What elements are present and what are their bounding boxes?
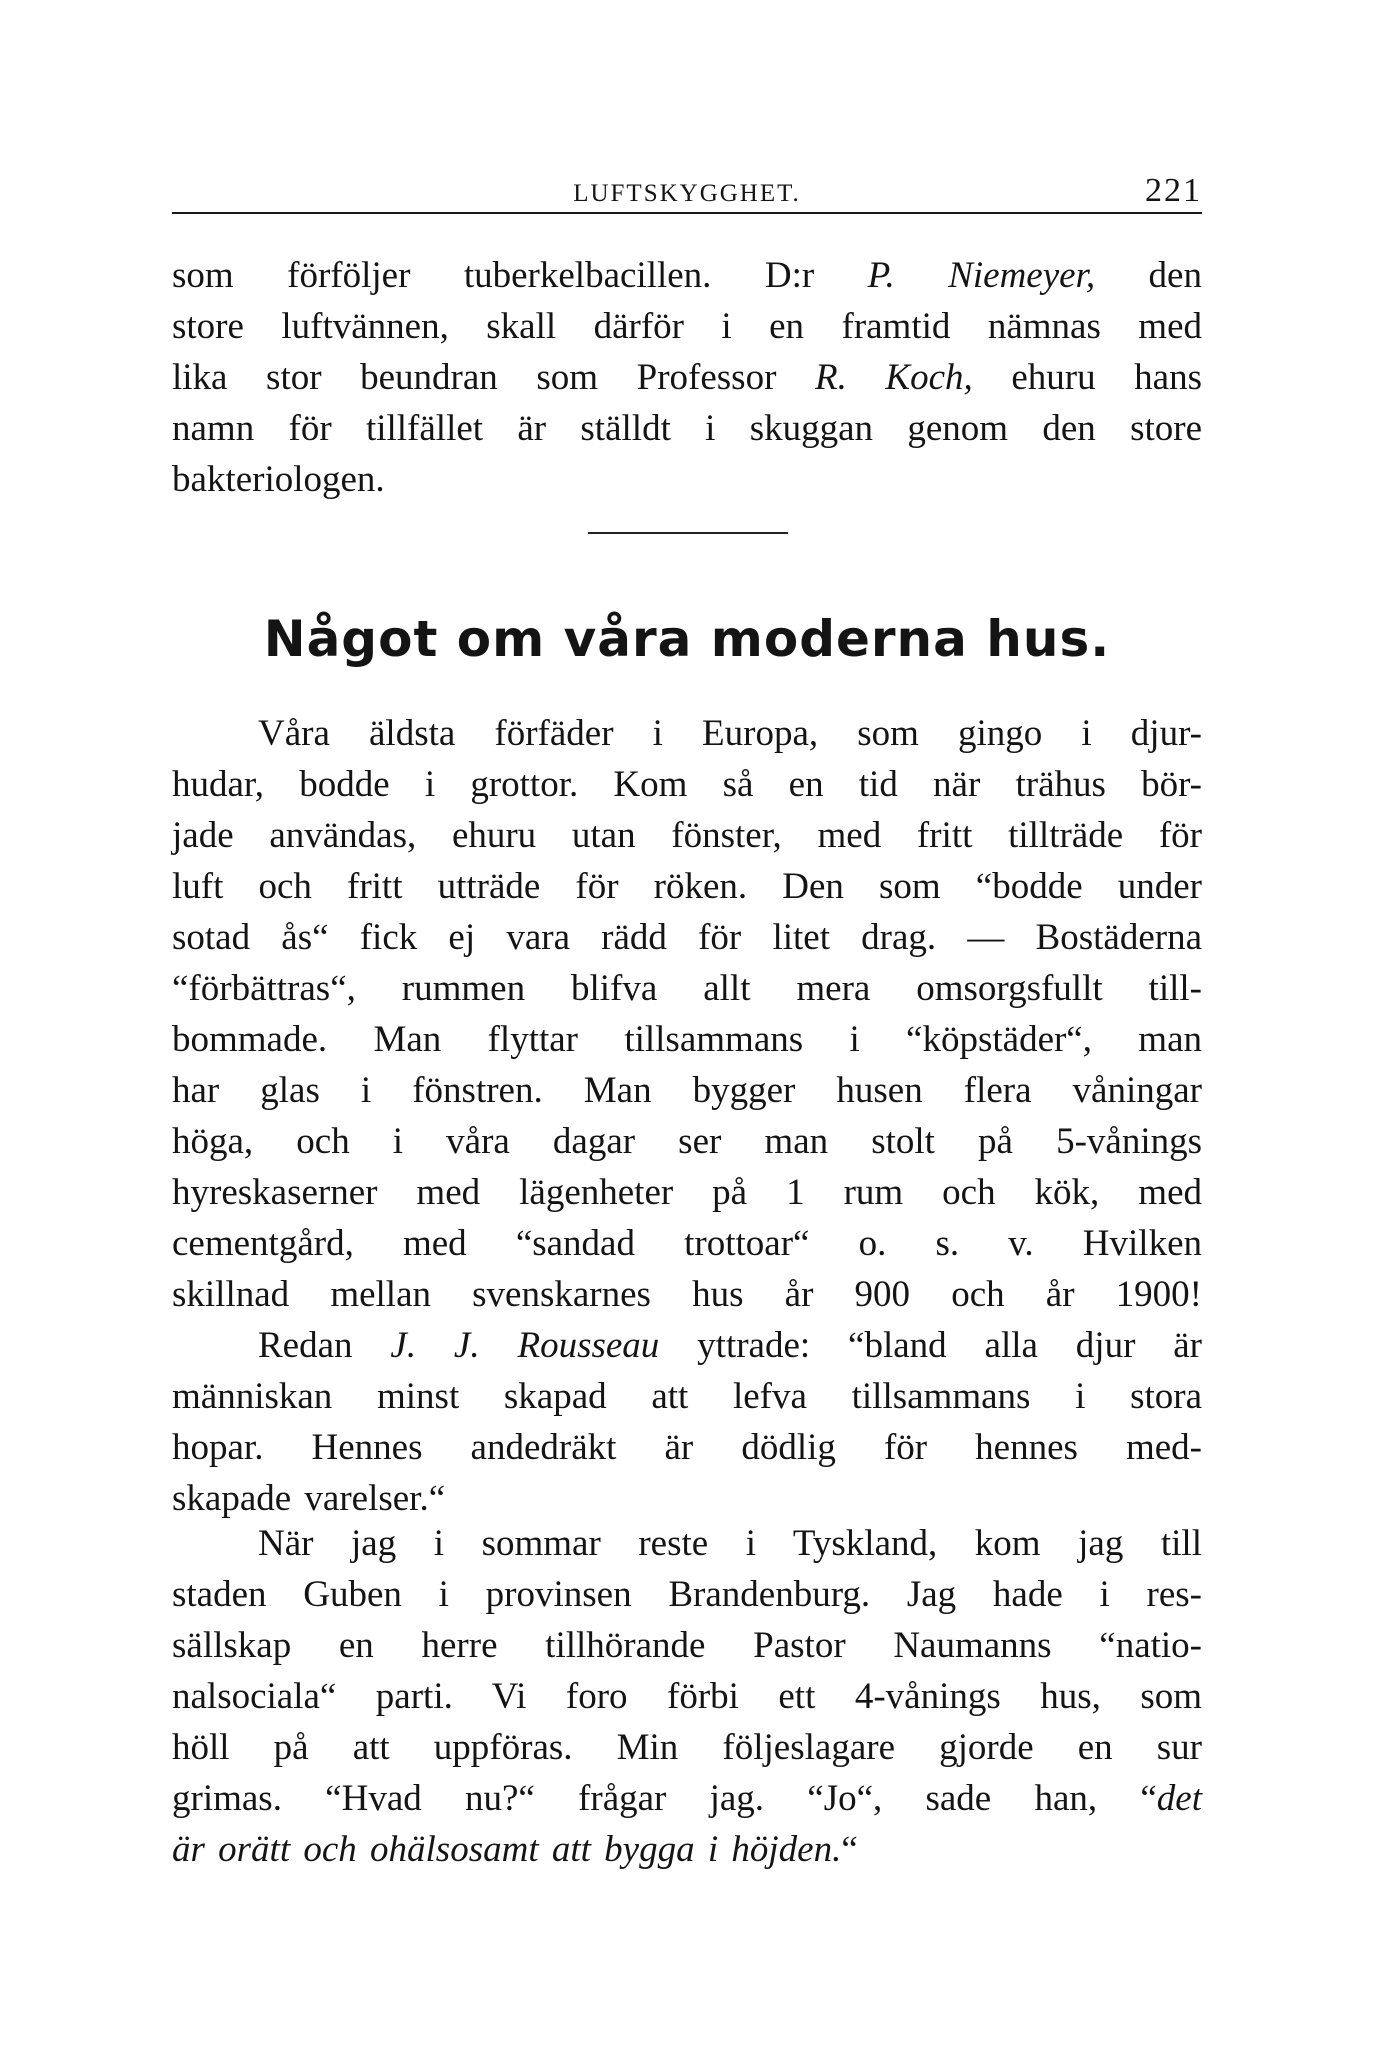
text-line: Redan J. J. Rousseau yttrade: “bland alla djur är bbox=[258, 1325, 1202, 1366]
text-line: sällskap en herre tillhörande Pastor Naumanns “natio- bbox=[172, 1625, 1202, 1666]
section-divider bbox=[588, 532, 788, 534]
text-line: skillnad mellan svenskarnes hus år 900 och år 1900! bbox=[172, 1274, 1202, 1315]
text-line: bakteriologen. bbox=[172, 459, 385, 500]
text-line: är orätt och ohälsosamt att bygga i höjden.“ bbox=[172, 1829, 858, 1870]
text-line: När jag i sommar reste i Tyskland, kom jag till bbox=[258, 1523, 1202, 1564]
text-line: lika stor beundran som Professor R. Koch, ehuru hans bbox=[172, 357, 1202, 398]
text-line: jade användas, ehuru utan fönster, med fritt tillträde för bbox=[172, 815, 1202, 856]
text-line: hudar, bodde i grottor. Kom så en tid när trähus bör- bbox=[172, 764, 1202, 805]
text-line: hopar. Hennes andedräkt är dödlig för hennes med- bbox=[172, 1427, 1202, 1468]
text-line: människan minst skapad att lefva tillsammans i stora bbox=[172, 1376, 1202, 1417]
text-line: höga, och i våra dagar ser man stolt på 5-vånings bbox=[172, 1121, 1202, 1162]
person-name: P. Niemeyer, bbox=[867, 255, 1096, 296]
paragraph-2 bbox=[172, 708, 1202, 1524]
text-line: höll på att uppföras. Min följeslagare gjorde en sur bbox=[172, 1727, 1202, 1768]
text-line: bommade. Man flyttar tillsammans i “köpstäder“, man bbox=[172, 1019, 1202, 1060]
text-line: luft och fritt utträde för röken. Den som “bodde under bbox=[172, 866, 1202, 907]
paragraph-3 bbox=[172, 1518, 1202, 1875]
text-line: grimas. “Hvad nu?“ frågar jag. “Jo“, sade han, “det bbox=[172, 1778, 1202, 1819]
running-header bbox=[172, 172, 1202, 214]
text-line: cementgård, med “sandad trottoar“ o. s. v. Hvilken bbox=[172, 1223, 1202, 1264]
running-title: LUFTSKYGGHET. bbox=[573, 180, 801, 207]
person-name: J. J. Rousseau bbox=[390, 1325, 660, 1366]
text-line: har glas i fönstren. Man bygger husen flera våningar bbox=[172, 1070, 1202, 1111]
text-line: nalsociala“ parti. Vi foro förbi ett 4-vånings hus, som bbox=[172, 1676, 1202, 1717]
quoted-speech: är orätt och ohälsosamt att bygga i höjden. bbox=[172, 1829, 842, 1870]
page-number: 221 bbox=[1145, 172, 1202, 209]
quoted-speech: det bbox=[1156, 1778, 1202, 1819]
section-heading: Något om våra moderna hus. bbox=[263, 610, 1111, 668]
text-line: skapade varelser.“ bbox=[172, 1478, 446, 1519]
text-line: sotad ås“ fick ej vara rädd för litet drag. — Bostäderna bbox=[172, 917, 1202, 958]
text-line: store luftvännen, skall därför i en framtid nämnas med bbox=[172, 306, 1202, 347]
text-line: namn för tillfället är ställdt i skuggan genom den store bbox=[172, 408, 1202, 449]
paragraph-1 bbox=[172, 250, 1202, 505]
text-line: staden Guben i provinsen Brandenburg. Jag hade i res- bbox=[172, 1574, 1202, 1615]
text-line: “förbättras“, rummen blifva allt mera omsorgsfullt till- bbox=[172, 968, 1202, 1009]
text-line: Våra äldsta förfäder i Europa, som gingo i djur- bbox=[258, 713, 1202, 754]
text-line: hyreskaserner med lägenheter på 1 rum och kök, med bbox=[172, 1172, 1202, 1213]
person-name: R. Koch, bbox=[814, 357, 973, 398]
text-line: som förföljer tuberkelbacillen. D:r P. Niemeyer, den bbox=[172, 255, 1202, 296]
